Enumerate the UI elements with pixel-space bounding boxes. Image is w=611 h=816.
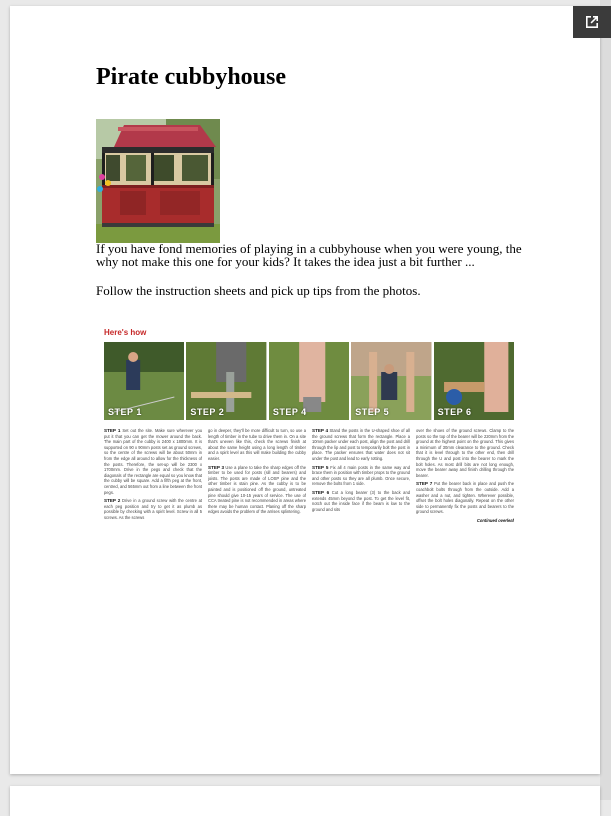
scrollbar-track[interactable] (600, 0, 611, 800)
step-label: STEP 5 (355, 407, 390, 417)
continued-overleaf: Continued overleaf (476, 517, 514, 523)
step-photo (269, 342, 349, 420)
text-column: STEP 1 Set out the site. Make sure wherever you put it that you can get the mower around the back. The main part of the cubby is 2400 x 1800mm. It is supported on 90 x 90mm posts set as ground screws, so the centre of the screws will be about 50mm in from the edge all around to allow for the thickness of the posts. Therefore, the set-up will be 2300 x 1700mm. Drive in the pegs and check that the diagonals of the rectangle are equal so you know that the cubby will be square. Add a fifth peg at the front, centred, and 565mm out from a line between the front pegs. STEP 2 Drive in a ground screw with the centre at each peg position and try to get it as plumb as possible by checking with a spirit level. Screw in all 5 screws. As the screws (104, 428, 202, 520)
page-title: Pirate cubbyhouse (96, 64, 287, 90)
instruction-paragraph: Follow the instruction sheets and pick up tips from the photos. (96, 283, 421, 298)
cubbyhouse-photo (96, 119, 220, 243)
step-photo (186, 342, 266, 420)
step-photo-strip (104, 342, 514, 420)
document-page (10, 6, 600, 774)
step-label: STEP 6 (437, 407, 472, 417)
step-label: STEP 2 (190, 407, 225, 417)
sheet-text-columns (104, 428, 514, 568)
next-page (10, 786, 600, 816)
open-in-new-icon (584, 14, 600, 30)
popout-button[interactable] (573, 6, 611, 38)
step-photo (434, 342, 514, 420)
step-label: STEP 1 (108, 407, 142, 417)
step-photo (104, 342, 184, 420)
step-label: STEP 4 (272, 407, 307, 417)
step-photo (351, 342, 431, 420)
intro-paragraph: If you have fond memories of playing in a cubbyhouse when you were young, the why not make this one for your kids? It takes the idea just a bit further ... (96, 241, 522, 269)
instruction-sheet (104, 328, 514, 568)
sheet-heading: Here's how (104, 328, 147, 337)
text-column: over the shoes of the ground screws. Clamp to the posts so the top of the bearer will be 220mm from the ground at the highest point on the ground. This gives a minimum of 30mm clearance to the ground. Check that it is level through to the other end, then drill through the U and post into the bearer to mark the bolt holes. As most drill bits are not long enough, move the bearer away and finish drilling through the bearer. STEP 7 Put the bearer back in place and push the coachbolt bolts through from the outside. Add a washer and a nut, and tighten. Wherever possible, offset the bolt holes diagonally. Repeat on the other side to permanently fix the posts and bearers to the ground screws. Continued overleaf (416, 428, 514, 523)
text-column: go in deeper, they'll be more difficult to turn, so use a length of timber in the tube to drive them in. On a site that's uneven like this, check the screws finish at about the same height using a long length of timber and a spirit level as this will make building the cubby easier. STEP 3 Use a plane to take the sharp edges off the timber to be used for posts (sill and bearers) and joists. The posts are made of LOSP pine and the other timber is stain pine. As the cubby is to be painted and is positioned off the ground, untreated pine should give 10-15 years of service. The use of CCA treated pine is not recommended in areas where there may be human contact. Planing off the sharp edges avoids the problem of the arrises splintering. (208, 428, 306, 515)
text-column: STEP 4 Stand the posts in the U-shaped shoe of all the ground screws that form the rectangle. Place a 10mm packer under each post, align the post and drill through the lip and post to temporarily bolt the post in place. The packer ensures that water does not sit under the post and lead to early rotting. STEP 5 Fix all 4 main posts in the same way and brace them in position with timber props to the ground and other posts so they are all plumb. Once secure, remove the bolts from 1 side. STEP 6 Cut a long bearer (3) to the back and extends 45mm beyond the post. To get the level fit, notch out the inside face if the beam is low to the ground and sits (312, 428, 410, 512)
